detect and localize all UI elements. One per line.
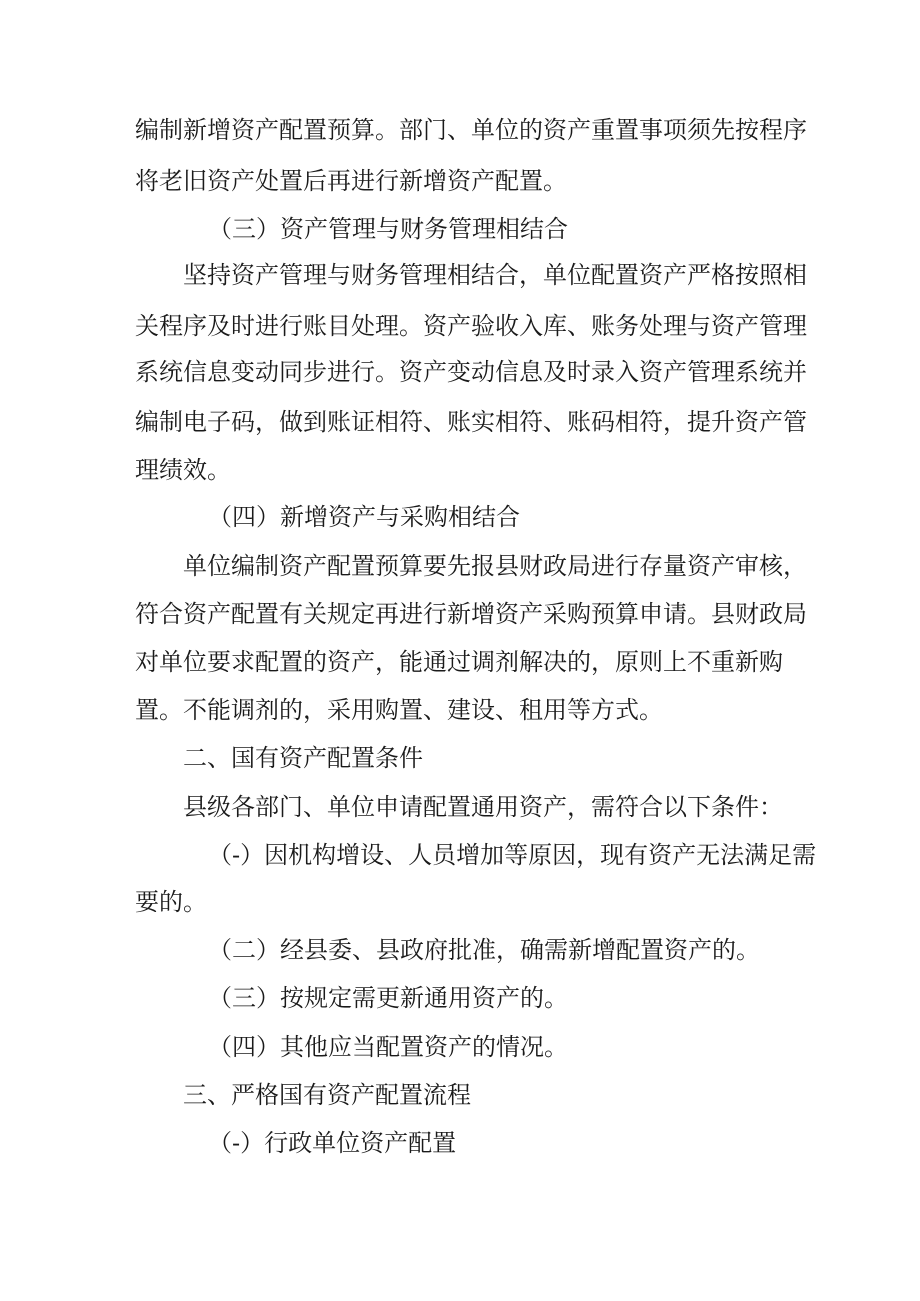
list-item: （二）经县委、县政府批准，确需新增配置资产的。 [208, 936, 760, 964]
body-text-line: 系统信息变动同步进行。资产变动信息及时录入资产管理系统并 [135, 358, 807, 386]
section-heading: 三、严格国有资产配置流程 [183, 1081, 471, 1109]
body-text-line: 符合资产配置有关规定再进行新增资产采购预算申请。县财政局 [135, 600, 807, 628]
list-item: （-）因机构增设、人员增加等原因，现有资产无法满足需 [208, 841, 817, 869]
body-text-line: 对单位要求配置的资产，能通过调剂解决的，原则上不重新购 [135, 648, 783, 676]
section-heading: （四）新增资产与采购相结合 [208, 503, 520, 531]
section-heading: （三）资产管理与财务管理相结合 [208, 215, 568, 243]
body-text-line: 编制新增资产配置预算。部门、单位的资产重置事项须先按程序 [135, 116, 807, 144]
body-text-line: 坚持资产管理与财务管理相结合，单位配置资产严格按照相 [183, 261, 807, 289]
body-text-line: 要的。 [135, 888, 207, 916]
body-text-line: 单位编制资产配置预算要先报县财政局进行存量资产审核， [183, 552, 807, 580]
section-heading: （-）行政单位资产配置 [208, 1129, 457, 1157]
section-heading: 二、国有资产配置条件 [183, 744, 423, 772]
body-text-line: 理绩效。 [135, 456, 231, 484]
body-text-line: 置。不能调剂的，采用购置、建设、租用等方式。 [135, 696, 663, 724]
body-text-line: 将老旧资产处置后再进行新增资产配置。 [135, 167, 567, 195]
body-text-line: 编制电子码，做到账证相符、账实相符、账码相符，提升资产管 [135, 408, 807, 436]
list-item: （四）其他应当配置资产的情况。 [208, 1033, 568, 1061]
body-text-line: 县级各部门、单位申请配置通用资产，需符合以下条件： [183, 793, 783, 821]
list-item: （三）按规定需更新通用资产的。 [208, 984, 568, 1012]
body-text-line: 关程序及时进行账目处理。资产验收入库、账务处理与资产管理 [135, 312, 807, 340]
